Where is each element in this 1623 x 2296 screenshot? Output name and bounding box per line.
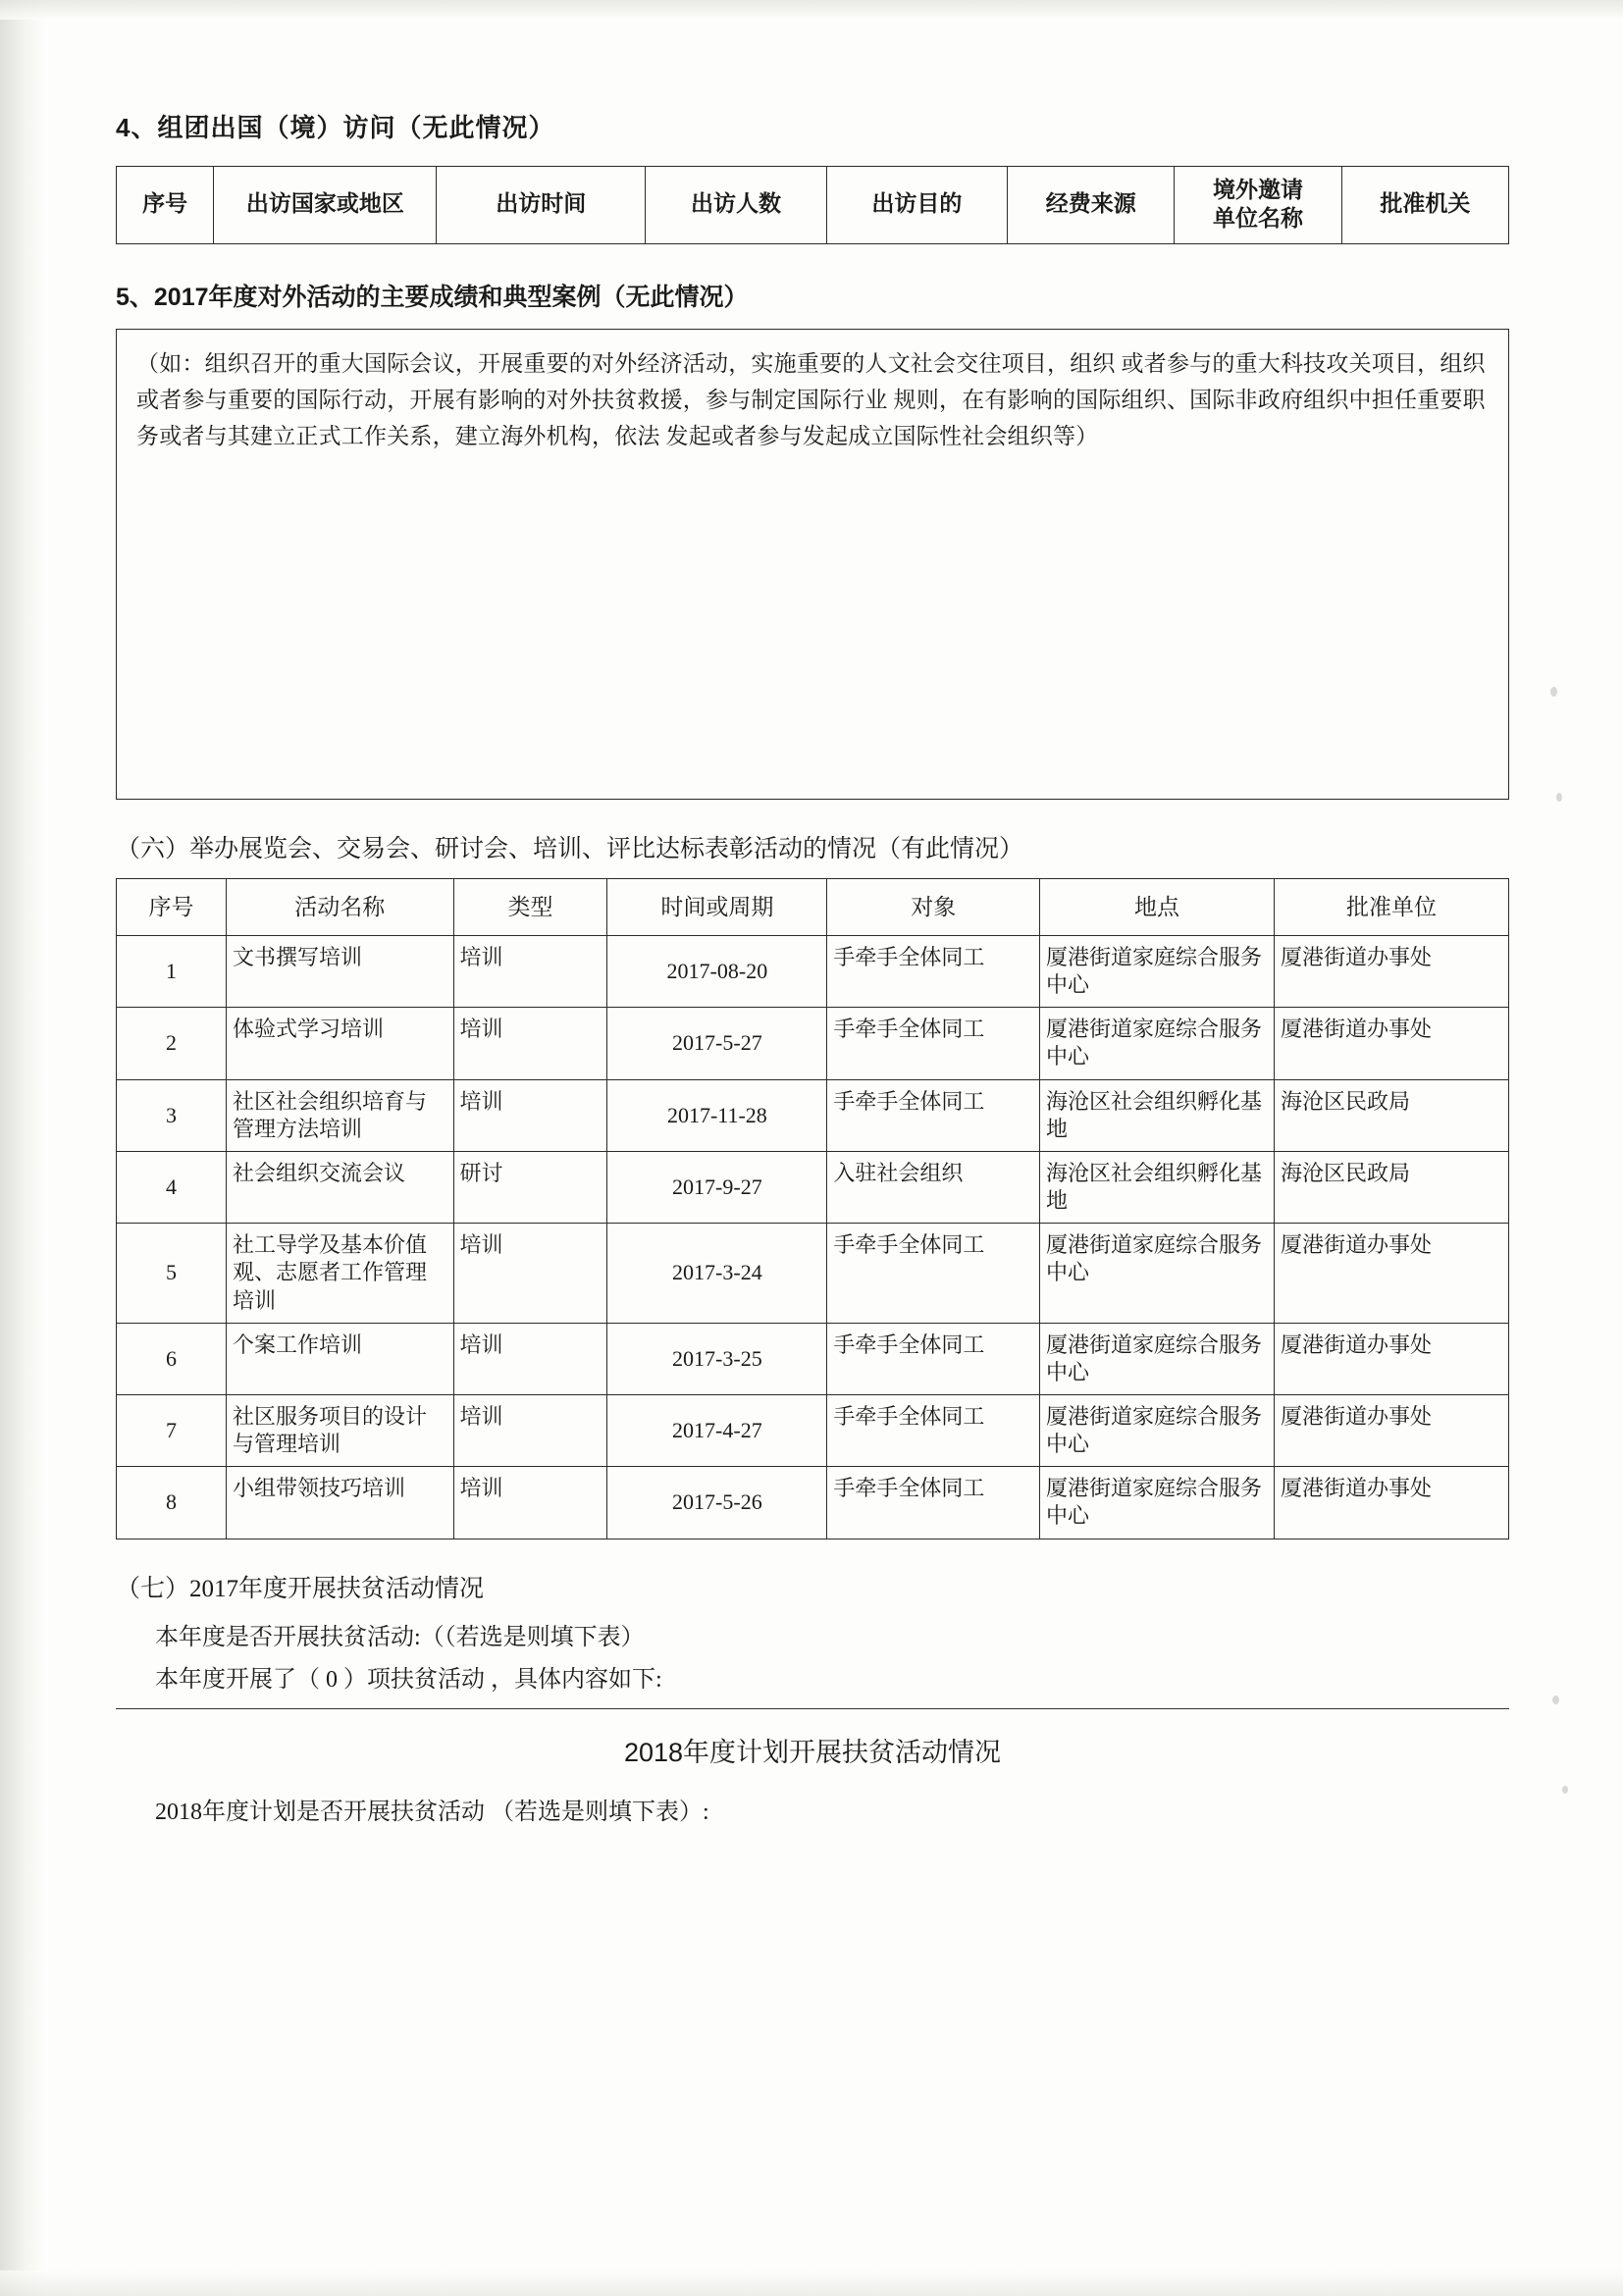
cell-object: 手牵手全体同工 [827, 1467, 1040, 1539]
cell-name: 社区服务项目的设计与管理培训 [227, 1394, 454, 1466]
cell-approver: 海沧区民政局 [1274, 1079, 1508, 1151]
poverty-activity-question: 本年度是否开展扶贫活动:（（若选是则填下表） [155, 1624, 645, 1650]
col-header-no: 序号 [117, 167, 214, 244]
col-header-approval: 批准机关 [1341, 167, 1508, 244]
cell-object: 手牵手全体同工 [827, 1224, 1040, 1323]
events-col-time: 时间或周期 [607, 878, 827, 935]
scan-edge-left [0, 0, 45, 2296]
table-row [117, 1224, 1509, 1323]
overseas-visit-table [116, 166, 1509, 244]
cell-no: 8 [117, 1467, 227, 1539]
cell-approver: 厦港街道办事处 [1274, 935, 1508, 1007]
cell-place: 厦港街道家庭综合服务中心 [1039, 1323, 1274, 1394]
table-row [117, 1467, 1509, 1539]
cell-no: 7 [117, 1394, 227, 1466]
events-col-name: 活动名称 [227, 878, 454, 935]
cell-object: 手牵手全体同工 [827, 1008, 1040, 1079]
cell-type: 培训 [453, 1323, 607, 1394]
table-row [117, 1394, 1509, 1466]
cell-type: 培训 [453, 935, 607, 1007]
events-table [116, 878, 1509, 1539]
cell-name: 小组带领技巧培训 [227, 1467, 454, 1539]
poverty-activity-count: 本年度开展了（ 0 ）项扶贫活动 ，具体内容如下: [155, 1666, 662, 1693]
col-header-purpose: 出访目的 [826, 167, 1007, 244]
col-header-country: 出访国家或地区 [214, 167, 437, 244]
cell-name: 个案工作培训 [227, 1323, 454, 1394]
section7-heading: （七）2017年度开展扶贫活动情况 [116, 1575, 485, 1602]
scan-edge-top [0, 0, 1623, 20]
scan-speck [1550, 687, 1557, 697]
scan-edge-bottom [0, 2270, 1623, 2296]
cell-object: 手牵手全体同工 [827, 1394, 1040, 1466]
cell-approver: 厦港街道办事处 [1274, 1323, 1508, 1394]
cell-no: 3 [117, 1079, 227, 1151]
section5-note-text: （如：组织召开的重大国际会议，开展重要的对外经济活动，实施重要的人文社会交往项目，组织 或者参与的重大科技攻关项目，组织或者参与重要的国际行动，开展有影响的对外扶贫救援，参与制定国际行业 规则，在有影响的国际组织、国际非政府组织中担任重要职务或者与其建立正式工作关系，建立海外机构，依法 发起或者参与发起成立国际性社会组织等） [136, 350, 1486, 448]
cell-time: 2017-4-27 [607, 1394, 827, 1466]
cell-name: 社区社会组织培育与管理方法培训 [227, 1079, 454, 1151]
table-header-row [117, 167, 1509, 244]
cell-name: 社会组织交流会议 [227, 1151, 454, 1223]
section6-heading: （六）举办展览会、交易会、研讨会、培训、评比达标表彰活动的情况（有此情况） [116, 835, 1024, 862]
cell-no: 4 [117, 1151, 227, 1223]
col-header-inviter: 境外邀请 单位名称 [1175, 167, 1341, 244]
table-row [117, 1323, 1509, 1394]
cell-object: 手牵手全体同工 [827, 1079, 1040, 1151]
cell-no: 5 [117, 1224, 227, 1323]
table-row [117, 1079, 1509, 1151]
cell-no: 6 [117, 1323, 227, 1394]
cell-time: 2017-11-28 [607, 1079, 827, 1151]
scan-speck [1562, 1786, 1568, 1794]
table-row [117, 1151, 1509, 1223]
events-col-place: 地点 [1039, 878, 1274, 935]
cell-approver: 厦港街道办事处 [1274, 1394, 1508, 1466]
col-header-date: 出访时间 [437, 167, 646, 244]
cell-place: 厦港街道家庭综合服务中心 [1039, 1467, 1274, 1539]
section5-note-box [116, 329, 1509, 800]
col-header-funding: 经费来源 [1008, 167, 1175, 244]
cell-time: 2017-9-27 [607, 1151, 827, 1223]
cell-type: 培训 [453, 1008, 607, 1079]
cell-place: 厦港街道家庭综合服务中心 [1039, 1224, 1274, 1323]
cell-time: 2017-5-26 [607, 1467, 827, 1539]
cell-no: 1 [117, 935, 227, 1007]
cell-object: 手牵手全体同工 [827, 1323, 1040, 1394]
cell-name: 文书撰写培训 [227, 935, 454, 1007]
cell-no: 2 [117, 1008, 227, 1079]
cell-type: 培训 [453, 1467, 607, 1539]
cell-type: 培训 [453, 1224, 607, 1323]
cell-approver: 厦港街道办事处 [1274, 1224, 1508, 1323]
section5-heading: 5、2017年度对外活动的主要成绩和典型案例（无此情况） [116, 283, 749, 311]
cell-place: 海沧区社会组织孵化基地 [1039, 1151, 1274, 1223]
cell-place: 厦港街道家庭综合服务中心 [1039, 935, 1274, 1007]
cell-time: 2017-3-25 [607, 1323, 827, 1394]
cell-place: 海沧区社会组织孵化基地 [1039, 1079, 1274, 1151]
cell-type: 培训 [453, 1079, 607, 1151]
plan-title: 2018年度计划开展扶贫活动情况 [623, 1737, 1002, 1767]
cell-name: 体验式学习培训 [227, 1008, 454, 1079]
cell-time: 2017-5-27 [607, 1008, 827, 1079]
events-col-object: 对象 [827, 878, 1040, 935]
cell-approver: 海沧区民政局 [1274, 1151, 1508, 1223]
cell-object: 入驻社会组织 [827, 1151, 1040, 1223]
events-col-approver: 批准单位 [1274, 878, 1508, 935]
cell-place: 厦港街道家庭综合服务中心 [1039, 1394, 1274, 1466]
table-row [117, 935, 1509, 1007]
scan-speck [1556, 793, 1562, 802]
plan-question: 2018年度计划是否开展扶贫活动 （若选是则填下表）: [155, 1799, 709, 1825]
cell-name: 社工导学及基本价值观、志愿者工作管理培训 [227, 1224, 454, 1323]
section4-heading: 4、组团出国（境）访问（无此情况） [116, 113, 555, 142]
events-table-header-row [117, 878, 1509, 935]
cell-time: 2017-3-24 [607, 1224, 827, 1323]
document-content [116, 108, 1509, 1831]
cell-place: 厦港街道家庭综合服务中心 [1039, 1008, 1274, 1079]
events-col-no: 序号 [117, 878, 227, 935]
cell-object: 手牵手全体同工 [827, 935, 1040, 1007]
divider [116, 1708, 1509, 1709]
cell-approver: 厦港街道办事处 [1274, 1467, 1508, 1539]
col-header-people: 出访人数 [646, 167, 826, 244]
cell-time: 2017-08-20 [607, 935, 827, 1007]
cell-type: 培训 [453, 1394, 607, 1466]
table-row [117, 1008, 1509, 1079]
scan-speck [1552, 1696, 1559, 1704]
cell-type: 研讨 [453, 1151, 607, 1223]
cell-approver: 厦港街道办事处 [1274, 1008, 1508, 1079]
events-col-type: 类型 [453, 878, 607, 935]
